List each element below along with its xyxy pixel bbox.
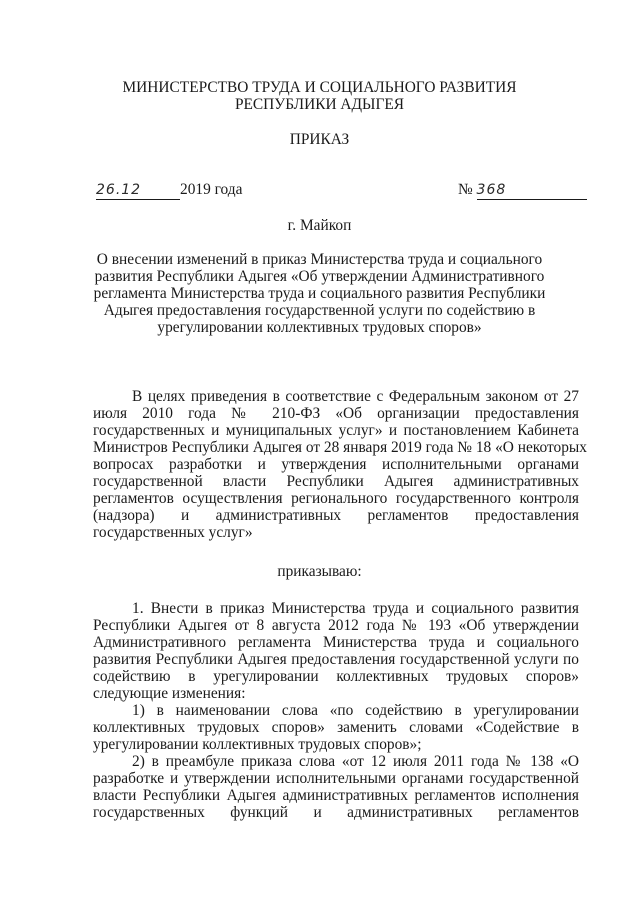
preamble-line: государственной власти Республики Адыгея административных [93,473,579,490]
number-handwritten-field [477,181,587,200]
body-line: Административного регламента Министерства труда и социального [93,634,579,651]
document-type: ПРИКАЗ [289,131,350,148]
body-line: коллективных трудовых споров» заменить словами «Содействие в [93,719,579,736]
body-line: разработке и утверждении исполнительными органами государственной [93,770,579,787]
title-line: Адыгея предоставления государственной услуги по содействию в [103,302,536,319]
number-handwritten: 368 [476,182,507,198]
document-date [96,181,242,200]
preamble-line: регламентов осуществления регионального государственного контроля [93,490,579,507]
ministry-name-line-1: МИНИСТЕРСТВО ТРУДА И СОЦИАЛЬНОГО РАЗВИТИЯ [122,79,517,96]
body-line: урегулировании коллективных трудовых споров»; [93,736,422,753]
body-line: развития Республики Адыгея предоставления государственной услуги по [93,651,579,668]
date-handwritten-field [96,181,180,200]
order-word: приказываю: [277,563,362,580]
title-line: урегулировании коллективных трудовых споров» [157,319,482,336]
body-line: содействию в урегулировании коллективных трудовых споров» [93,668,579,685]
date-year: 2019 года [180,181,243,198]
body-line: 2) в преамбуле приказа слова «от 12 июля 2011 года № 138 «О [132,753,579,770]
preamble-line: В целях приведения в соответствие с Федеральным законом от 27 [132,388,579,405]
preamble-line: июля 2010 года № 210-ФЗ «Об организации предоставления [93,405,579,422]
ministry-name-line-2: РЕСПУБЛИКИ АДЫГЕЯ [234,96,405,113]
preamble-line: государственных услуг» [93,524,253,541]
number-label: № [458,181,473,198]
title-line: регламента Министерства труда и социального развития Республики [93,285,546,302]
city-name: г. Майкоп [287,217,352,234]
body-line: Республики Адыгея от 8 августа 2012 года № 193 «Об утверждении [93,617,579,634]
preamble-line: (надзора) и административных регламентов предоставления [93,507,579,524]
document-number [458,181,587,200]
body-line: государственных функций и административных регламентов [93,804,579,821]
date-handwritten: 26.12 [96,182,142,198]
preamble-line: Министров Республики Адыгея от 28 января 2019 года № 18 «О некоторых [93,439,587,456]
body-line: 1) в наименовании слова «по содействию в урегулировании [132,702,579,719]
title-line: О внесении изменений в приказ Министерства труда и социального [96,251,543,268]
title-line: развития Республики Адыгея «Об утверждении Административного [94,268,545,285]
preamble-line: вопросах разработки и утверждения исполнительными органами [93,456,579,473]
body-line: власти Республики Адыгея административных регламентов исполнения [93,787,579,804]
body-line: 1. Внести в приказ Министерства труда и социального развития [132,600,579,617]
preamble-line: государственных и муниципальных услуг» и постановлением Кабинета [93,422,579,439]
body-line: следующие изменения: [93,685,246,702]
